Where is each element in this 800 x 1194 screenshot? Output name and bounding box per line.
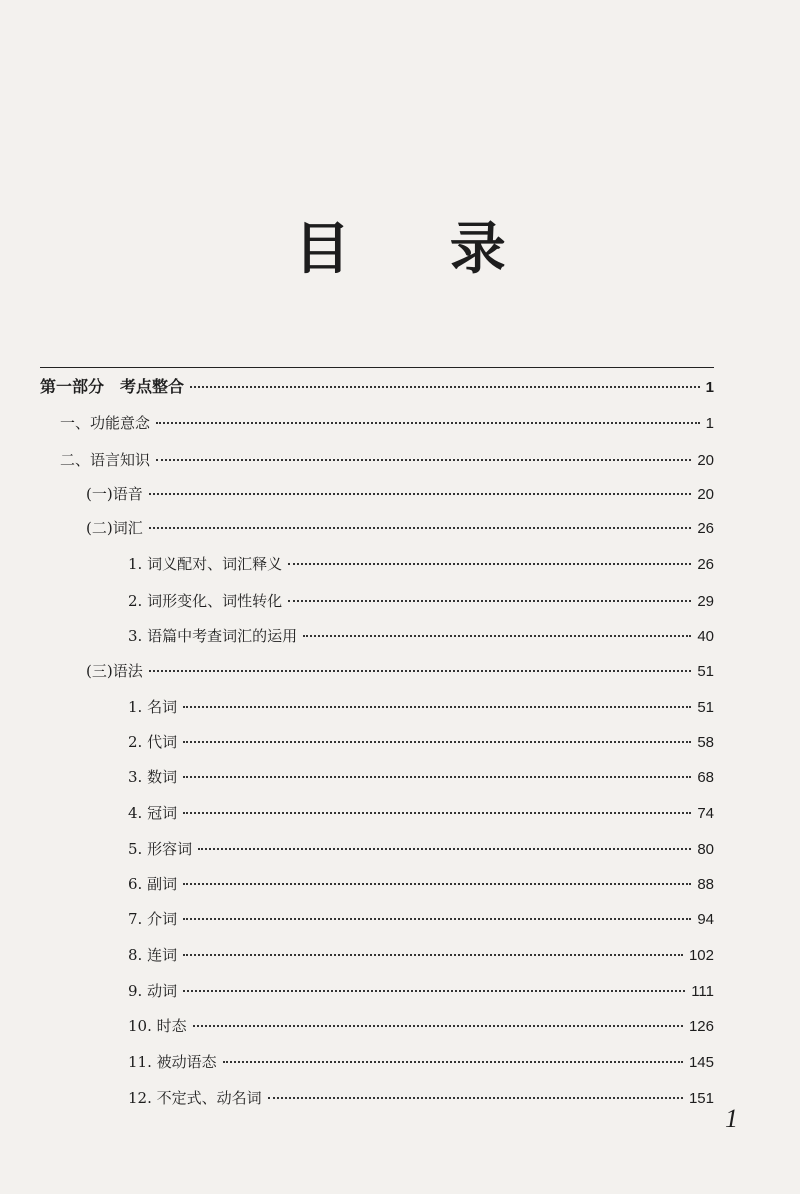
toc-page: 145	[688, 1054, 714, 1071]
leader-dots	[183, 706, 691, 708]
toc-entry-item[interactable]	[128, 1051, 714, 1072]
toc-entry-item[interactable]	[128, 553, 714, 574]
toc-entry-part[interactable]	[40, 374, 714, 397]
leader-dots	[288, 563, 691, 565]
toc-page: 151	[688, 1090, 714, 1107]
toc-label: (三)语法	[86, 662, 143, 680]
leader-dots	[288, 600, 691, 602]
toc-entry-item[interactable]	[128, 731, 714, 752]
leader-dots	[183, 918, 691, 920]
toc-label: 二、语言知识	[60, 451, 151, 469]
toc-page: 26	[697, 520, 714, 537]
toc-entry-item[interactable]	[128, 873, 714, 894]
toc-label: 2. 代词	[128, 733, 178, 751]
toc-entry-item[interactable]	[128, 838, 714, 859]
toc-label: 10. 时态	[128, 1017, 187, 1035]
leader-dots	[149, 527, 692, 529]
leader-dots	[193, 1025, 683, 1027]
toc-entry-item[interactable]	[128, 980, 714, 1001]
leader-dots	[183, 776, 691, 778]
toc-page: 40	[697, 628, 714, 645]
toc-page: 68	[697, 769, 714, 786]
toc-label: 1. 名词	[128, 698, 178, 716]
toc-label: 4. 冠词	[128, 804, 178, 822]
toc-entry-subsection[interactable]	[86, 660, 714, 681]
toc-label: 第一部分 考点整合	[40, 377, 185, 396]
leader-dots	[156, 422, 700, 424]
leader-dots	[303, 635, 691, 637]
leader-dots	[149, 670, 692, 672]
toc-entry-item[interactable]	[128, 1087, 714, 1108]
toc-page: 102	[688, 947, 714, 964]
leader-dots	[268, 1097, 683, 1099]
toc-label: 11. 被动语态	[128, 1053, 217, 1071]
leader-dots	[183, 954, 683, 956]
toc-page: 74	[697, 805, 714, 822]
toc-label: 6. 副词	[128, 875, 178, 893]
toc-page: 1	[705, 415, 714, 432]
leader-dots	[183, 812, 691, 814]
toc-entry-item[interactable]	[128, 625, 714, 646]
toc-label: 7. 介词	[128, 910, 178, 928]
toc-entry-subsection[interactable]	[86, 483, 714, 504]
leader-dots	[156, 459, 691, 461]
leader-dots	[190, 386, 700, 388]
toc-label: 3. 语篇中考查词汇的运用	[128, 627, 298, 645]
leader-dots	[198, 848, 691, 850]
toc-page: 29	[697, 593, 714, 610]
toc-label: 一、功能意念	[60, 414, 151, 432]
toc-label: 2. 词形变化、词性转化	[128, 592, 283, 610]
toc-page: 51	[697, 699, 714, 716]
toc-page: 26	[697, 556, 714, 573]
toc-page: 1	[705, 379, 714, 396]
toc-page: 80	[697, 841, 714, 858]
toc-entry-item[interactable]	[128, 766, 714, 787]
leader-dots	[149, 493, 692, 495]
toc-label: (二)词汇	[86, 519, 143, 537]
toc-page: 20	[697, 486, 714, 503]
toc-label: 9. 动词	[128, 982, 178, 1000]
toc-entry-section[interactable]	[60, 412, 714, 433]
toc-label: (一)语音	[86, 485, 143, 503]
toc-page: 51	[697, 663, 714, 680]
toc-page: 94	[697, 911, 714, 928]
toc-entry-item[interactable]	[128, 944, 714, 965]
toc-entry-item[interactable]	[128, 696, 714, 717]
page-number: 1	[725, 1104, 738, 1133]
leader-dots	[183, 741, 691, 743]
toc-entry-subsection[interactable]	[86, 517, 714, 538]
leader-dots	[183, 883, 691, 885]
toc-entry-section[interactable]	[60, 449, 714, 470]
toc-entry-item[interactable]	[128, 802, 714, 823]
toc-label: 3. 数词	[128, 768, 178, 786]
page-title: 目 录	[294, 217, 546, 282]
toc-label: 1. 词义配对、词汇释义	[128, 555, 283, 573]
toc-label: 8. 连词	[128, 946, 178, 964]
leader-dots	[183, 990, 685, 992]
toc-page: 20	[697, 452, 714, 469]
toc-entry-item[interactable]	[128, 590, 714, 611]
toc-page: 126	[688, 1018, 714, 1035]
toc-entry-item[interactable]	[128, 908, 714, 929]
toc-label: 5. 形容词	[128, 840, 193, 858]
toc-page: 58	[697, 734, 714, 751]
leader-dots	[223, 1061, 683, 1063]
toc-label: 12. 不定式、动名词	[128, 1089, 262, 1107]
toc-page: 88	[697, 876, 714, 893]
toc-page: 111	[691, 983, 714, 1000]
toc-entry-item[interactable]	[128, 1015, 714, 1036]
